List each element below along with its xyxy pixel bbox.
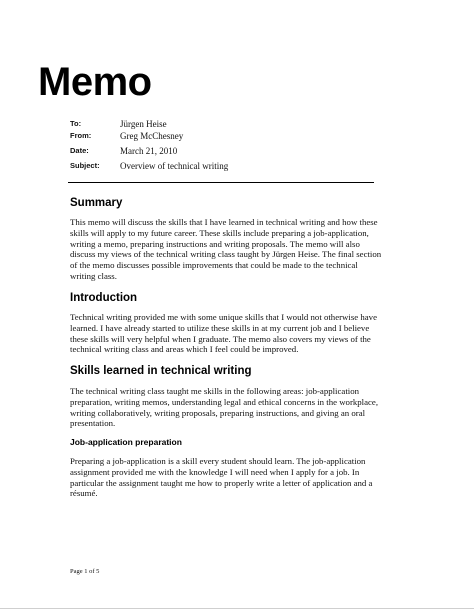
skills-line: writing collaboratively, writing proposals, preparing instructions, and giving an oral xyxy=(70,407,366,418)
skills-line: presentation. xyxy=(70,418,116,429)
page-number: Page 1 of 5 xyxy=(70,568,100,575)
summary-line: skills will apply to my future career. These skills include preparing a job-application, xyxy=(70,227,369,238)
job-application-heading: Job-application preparation xyxy=(70,437,182,447)
introduction-line: technical writing class and areas which I feel could be improved. xyxy=(70,344,299,355)
to-label: To: xyxy=(70,119,82,128)
introduction-line: these skills will very helpful when I graduate. The memo also covers my views of the xyxy=(70,333,371,344)
memo-title: Memo xyxy=(38,60,152,104)
summary-line: of the memo discusses possible improvements that could be made to the technical xyxy=(70,260,358,271)
skills-paragraph xyxy=(70,386,380,429)
job-application-line: assignment provided me with the knowledge I will need when I apply for a job. In xyxy=(70,466,360,477)
job-application-line: résumé. xyxy=(70,488,98,499)
subject-value: Overview of technical writing xyxy=(120,161,229,171)
summary-line: discuss my views of the technical writing class taught by Jürgen Heise. The final section xyxy=(70,249,382,260)
introduction-heading: Introduction xyxy=(70,292,138,304)
summary-line: writing a memo, preparing instructions and writing proposals. The memo will also xyxy=(70,238,360,249)
date-value: March 21, 2010 xyxy=(120,146,178,156)
from-value: Greg McChesney xyxy=(120,131,184,141)
from-label: From: xyxy=(70,131,92,140)
summary-paragraph xyxy=(70,217,380,282)
to-value: Jürgen Heise xyxy=(120,119,167,129)
subject-label: Subject: xyxy=(70,161,100,170)
job-application-line: Preparing a job-application is a skill every student should learn. The job-application xyxy=(70,456,366,466)
summary-heading: Summary xyxy=(70,197,123,209)
job-application-line: particular the assignment taught me how to properly write a letter of application and a xyxy=(70,477,373,488)
summary-line: writing class. xyxy=(70,270,117,281)
date-label: Date: xyxy=(70,146,89,155)
job-application-paragraph xyxy=(70,456,380,499)
introduction-line: Technical writing provided me with some unique skills that I would not otherwise have xyxy=(70,312,377,322)
bottom-edge xyxy=(0,608,474,609)
header-divider xyxy=(68,182,374,183)
introduction-line: learned. I have already started to utilize these skills in at my current job and I believe xyxy=(70,322,370,333)
skills-line: preparation, writing memos, understanding legal and ethical concerns in the workplace, xyxy=(70,396,379,407)
summary-line: This memo will discuss the skills that I have learned in technical writing and how these xyxy=(70,217,378,227)
skills-line: The technical writing class taught me skills in the following areas: job-application xyxy=(70,386,360,396)
introduction-paragraph xyxy=(70,312,380,355)
skills-heading: Skills learned in technical writing xyxy=(70,365,252,377)
